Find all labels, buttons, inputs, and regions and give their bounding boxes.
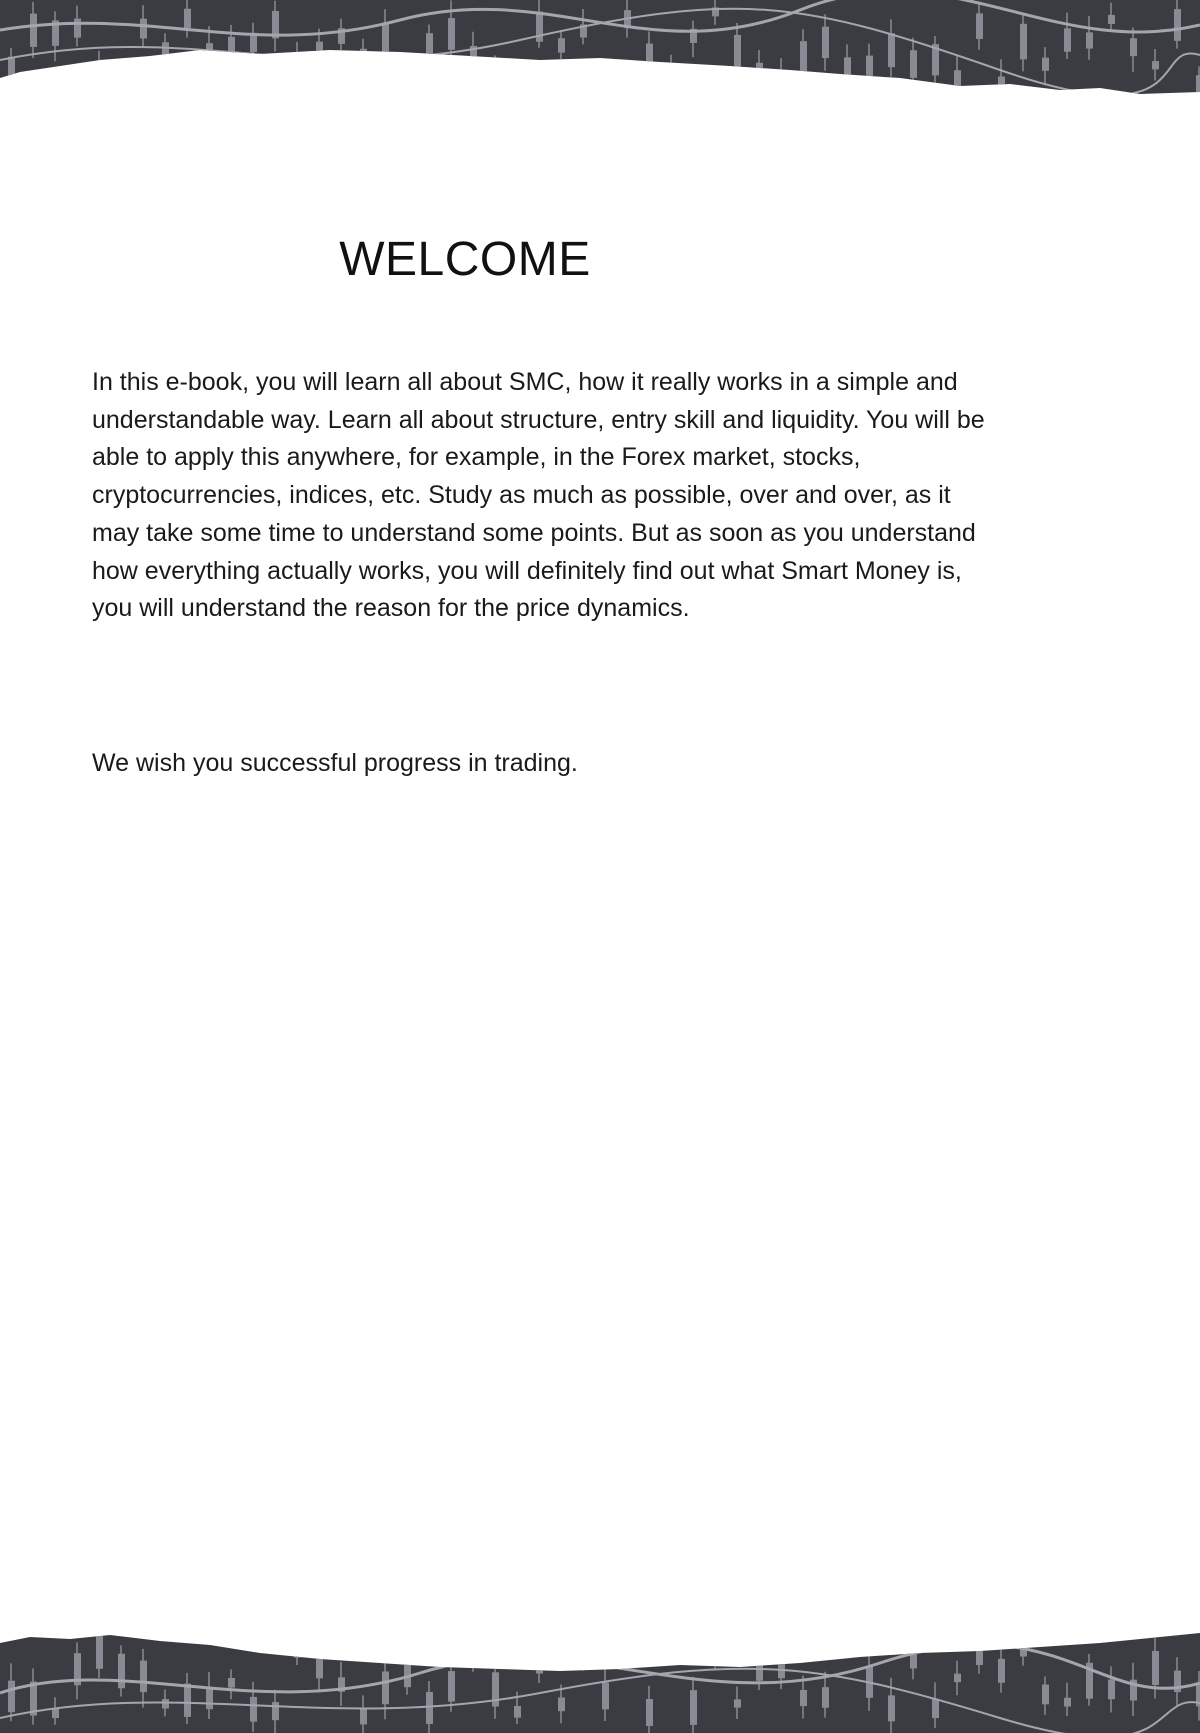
candle-body [1020, 24, 1027, 60]
candle-body [1086, 32, 1093, 48]
candle-body [316, 42, 323, 70]
candle-body [448, 18, 455, 50]
candle-body [1152, 61, 1159, 69]
candle-body [558, 1697, 565, 1711]
candle-body [580, 1638, 587, 1661]
candle-body [184, 1684, 191, 1717]
candle-body [294, 59, 301, 90]
candle-body [272, 1702, 279, 1720]
candle-body [206, 1688, 213, 1709]
candle-body [866, 56, 873, 80]
candle-body [206, 43, 213, 69]
candle-body [30, 14, 37, 47]
candle-body [1196, 75, 1200, 93]
candle-body [1108, 15, 1115, 24]
intro-paragraph: In this e-book, you will learn all about SMC, how it really works in a simple and understandable way. Learn all about structure, entry skill and liquidity. You will be able to apply this anywhere, for example, in the Forex market, stocks, cryptocurrencies, indices, etc. Study as much as possible, over and over, as it may take some time to understand some points. But as soon as you understand how everything actually works, you will definitely find out what Smart Money is, you will understand the reason for the price dynamics. [92, 368, 985, 623]
candle-body [998, 1659, 1005, 1683]
candle-body [734, 35, 741, 70]
candle-body [426, 33, 433, 56]
candle-body [404, 80, 411, 89]
candle-body [976, 13, 983, 39]
candle-body [888, 33, 895, 67]
candle-body [426, 1692, 433, 1724]
candle-body [1152, 1651, 1159, 1685]
candle-body [404, 1659, 411, 1687]
candle-body [844, 57, 851, 86]
candle-body [382, 22, 389, 57]
candle-body [602, 79, 609, 90]
candle-body [52, 1708, 59, 1718]
candle-body [690, 1690, 697, 1725]
candle-body [228, 37, 235, 56]
candle-body [822, 1687, 829, 1708]
candle-body [756, 1651, 763, 1681]
candle-body [712, 1641, 719, 1655]
candle-body [668, 1630, 675, 1648]
candle-body [888, 1695, 895, 1721]
candle-body [1174, 9, 1181, 41]
footer-banner [0, 1623, 1200, 1733]
candle-body [998, 77, 1005, 92]
candle-body [844, 1630, 851, 1644]
candle-body [756, 63, 763, 85]
candle-body [118, 1654, 125, 1688]
candle-body [162, 42, 169, 70]
candle-body [668, 69, 675, 85]
candle-body [1042, 58, 1049, 71]
candle-body [954, 70, 961, 90]
candle-body [316, 1651, 323, 1679]
candlestick-banner-top-icon [0, 0, 1200, 100]
candle-body [954, 1674, 961, 1683]
candle-body [910, 50, 917, 78]
candle-body [382, 1671, 389, 1704]
candle-body [910, 1633, 917, 1669]
candle-body [360, 1708, 367, 1724]
page-title: WELCOME [339, 233, 591, 286]
candle-body [778, 1646, 785, 1678]
candle-body [624, 1631, 631, 1648]
candle-body [162, 1699, 169, 1708]
candle-body [96, 1636, 103, 1669]
candle-body [1130, 38, 1137, 56]
candle-body [1064, 28, 1071, 51]
candle-body [558, 38, 565, 52]
candle-body [602, 1682, 609, 1709]
closing-line: We wish you successful progress in trading. [92, 749, 578, 777]
candle-body [778, 72, 785, 82]
candle-body [800, 41, 807, 73]
candle-body [360, 49, 367, 75]
candle-body [800, 1690, 807, 1706]
candle-body [448, 1671, 455, 1702]
candle-body [470, 1639, 477, 1662]
candle-body [140, 19, 147, 39]
candle-body [822, 27, 829, 58]
candlestick-banner-bottom-icon [0, 1623, 1200, 1733]
candle-body [140, 1661, 147, 1693]
candle-body [932, 1699, 939, 1718]
candle-body [228, 1678, 235, 1688]
candle-body [294, 1633, 301, 1657]
candle-body [734, 1699, 741, 1707]
candle-body [74, 19, 81, 38]
candle-body [536, 1658, 543, 1674]
header-banner [0, 0, 1200, 100]
candle-body [8, 1681, 15, 1713]
candle-body [1042, 1685, 1049, 1705]
candle-body [1108, 1680, 1115, 1700]
candle-body [250, 1697, 257, 1722]
candle-body [514, 83, 521, 92]
candle-body [976, 1634, 983, 1665]
candle-body [646, 44, 653, 79]
candle-body [646, 1699, 653, 1726]
candle-body [8, 57, 15, 90]
candle-body [492, 65, 499, 78]
candle-body [96, 62, 103, 73]
candle-body [184, 9, 191, 28]
candle-body [118, 75, 125, 84]
candle-body [1064, 1698, 1071, 1707]
candle-body [514, 1706, 521, 1718]
